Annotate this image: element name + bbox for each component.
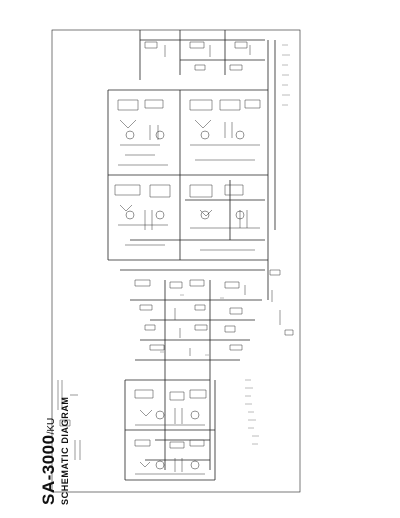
model-line xyxy=(40,396,58,505)
model-suffix: /KU xyxy=(46,417,57,435)
document-title: SCHEMATIC DIAGRAM xyxy=(60,396,70,505)
wiring xyxy=(52,30,300,492)
title-block xyxy=(40,396,70,505)
model-number: SA-3000 xyxy=(39,434,58,505)
component-clusters xyxy=(58,42,293,474)
